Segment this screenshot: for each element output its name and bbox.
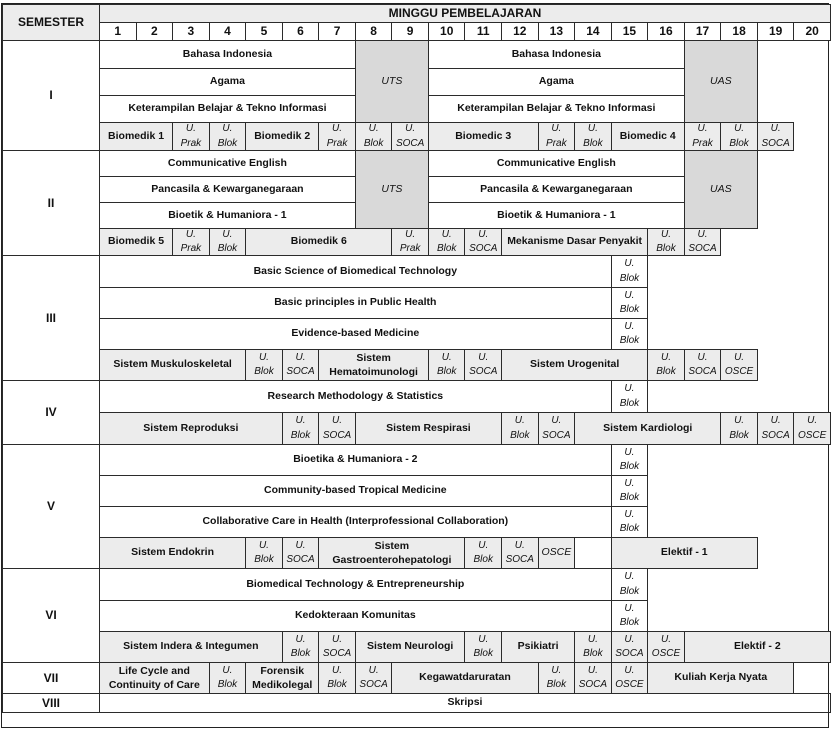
cell-line: SOCA (322, 648, 352, 659)
semester-header: SEMESTER (2, 4, 100, 41)
exam-block (245, 537, 283, 569)
course-block: Sistem Neurologi (355, 631, 466, 663)
cell-line: SOCA (395, 137, 425, 149)
cell-line: Blok (217, 243, 238, 254)
course-block: Keterampilan Belajar & Tekno Informasi (428, 95, 685, 123)
exam-block: UTS (355, 150, 429, 229)
week-number: 19 (757, 22, 795, 41)
exam-block (611, 600, 649, 632)
course-block (318, 349, 429, 381)
cell-line: U. (368, 123, 379, 134)
exam-block (647, 228, 685, 256)
cell-line: OSCE (724, 366, 754, 377)
cell-line: Gastroenterohepatologi (332, 554, 452, 566)
course-block (99, 662, 210, 694)
exam-block (355, 662, 393, 694)
cell-line: U. (185, 123, 196, 134)
cell-line: Blok (729, 429, 749, 441)
cell-line: SOCA (761, 137, 790, 149)
exam-block (611, 287, 649, 319)
course-block: Basic principles in Public Health (99, 287, 612, 319)
exam-block (684, 228, 722, 256)
cell-line: Blok (619, 585, 640, 597)
exam-block (611, 444, 649, 476)
exam-block (282, 349, 320, 381)
course-block: Sistem Indera & Integumen (99, 631, 283, 663)
week-number: 5 (245, 22, 283, 41)
exam-block: UAS (684, 150, 758, 229)
exam-block (684, 122, 722, 151)
exam-block (318, 122, 356, 151)
cell-line: Blok (619, 461, 640, 472)
week-number: 1 (99, 22, 137, 41)
exam-block (757, 412, 795, 445)
cell-line: U. (222, 123, 233, 134)
week-number: 2 (136, 22, 174, 41)
cell-line: U. (295, 633, 306, 645)
cell-line: SOCA (505, 554, 534, 565)
cell-line: U. (624, 289, 635, 301)
week-number: 18 (720, 22, 758, 41)
cell-line: Medikolegal (252, 679, 313, 691)
cell-line: U. (624, 571, 635, 582)
cell-line: U. (624, 258, 635, 269)
exam-block: UAS (684, 40, 758, 123)
week-number: 9 (391, 22, 429, 41)
exam-block (574, 631, 612, 663)
semester-label: V (2, 444, 100, 569)
course-block: Communicative English (99, 150, 356, 177)
exam-block (209, 662, 247, 694)
cell-line: U. (624, 664, 635, 676)
course-block: Sistem Endokrin (99, 537, 246, 569)
exam-block (464, 537, 502, 569)
cell-line: SOCA (286, 554, 315, 565)
course-block: Kegawatdaruratan (391, 662, 538, 694)
exam-block (428, 349, 466, 381)
exam-block (209, 122, 247, 151)
course-block: Biomedik 1 (99, 122, 173, 151)
semester-label: II (2, 150, 100, 256)
cell-line: SOCA (761, 429, 790, 441)
cell-line: U. (332, 633, 343, 645)
course-block: Sistem Kardiologi (574, 412, 721, 445)
cell-line: U. (441, 351, 452, 363)
cell-line: U. (770, 123, 781, 134)
cell-line: Forensik (260, 664, 305, 677)
exam-block (611, 475, 649, 507)
exam-block (647, 349, 685, 381)
exam-block (355, 122, 393, 151)
weeks-header: MINGGU PEMBELAJARAN (99, 4, 831, 23)
cell-line: Blok (619, 617, 640, 628)
cell-line: Blok (254, 554, 274, 565)
cell-line: U. (624, 383, 635, 394)
exam-block (720, 122, 758, 151)
cell-line: OSCE (651, 648, 681, 659)
exam-block (282, 631, 320, 663)
cell-line: U. (258, 351, 269, 363)
cell-line: U. (405, 228, 416, 240)
cell-line: Blok (290, 429, 311, 441)
course-block: Bahasa Indonesia (99, 40, 356, 69)
course-block: Bioetik & Humaniora - 1 (428, 202, 685, 229)
cell-line: Prak (180, 137, 202, 149)
cell-line: U. (697, 351, 708, 363)
week-number: 3 (172, 22, 210, 41)
exam-block (172, 228, 210, 256)
week-number: 17 (684, 22, 722, 41)
cell-line: Blok (436, 243, 457, 254)
exam-block (574, 122, 612, 151)
cell-line: U. (332, 415, 343, 426)
exam-block (391, 122, 429, 151)
cell-line: SOCA (542, 429, 571, 441)
cell-line: U. (734, 415, 745, 426)
course-block: Communicative English (428, 150, 685, 177)
exam-block (574, 662, 612, 694)
cell-line: Blok (473, 648, 493, 659)
cell-line: U. (587, 664, 598, 676)
exam-block: UTS (355, 40, 429, 123)
cell-line: U. (478, 228, 489, 240)
semester-label: III (2, 255, 100, 381)
cell-line: SOCA (469, 243, 498, 254)
course-block: Elektif - 1 (611, 537, 758, 569)
cell-line: Hematoimunologi (329, 366, 418, 378)
exam-block (282, 412, 320, 445)
course-block: Biomedic 4 (611, 122, 685, 151)
exam-block (611, 506, 649, 538)
course-block: Sistem Muskuloskeletal (99, 349, 246, 381)
cell-line: U. (441, 228, 452, 240)
week-number: 20 (793, 22, 831, 41)
cell-line: Blok (583, 137, 603, 149)
cell-line: Prak (692, 137, 713, 149)
cell-line: Life Cycle and (118, 664, 190, 677)
cell-line: SOCA (615, 648, 644, 659)
cell-line: SOCA (359, 679, 388, 690)
week-number: 10 (428, 22, 466, 41)
cell-line: U. (551, 415, 562, 426)
cell-line: Blok (656, 366, 676, 377)
semester-label: VII (2, 662, 100, 694)
exam-block (611, 631, 649, 663)
exam-block (245, 349, 283, 381)
week-number: 4 (209, 22, 247, 41)
exam-block (647, 631, 685, 663)
course-block: Biomedical Technology & Entrepreneurship (99, 568, 612, 601)
cell-line: U. (697, 228, 708, 240)
cell-line: Sistem (356, 351, 391, 364)
cell-line: U. (807, 415, 818, 426)
course-block: Kedokteraan Komunitas (99, 600, 612, 632)
cell-line: Blok (619, 335, 640, 346)
cell-line: U. (258, 539, 269, 551)
exam-block (172, 122, 210, 151)
cell-line: Blok (290, 648, 311, 659)
cell-line: Prak (326, 137, 348, 149)
cell-line: Prak (399, 243, 421, 254)
exam-block (757, 122, 795, 151)
cell-line: Sistem (374, 539, 410, 552)
cell-line: Blok (510, 429, 530, 441)
course-block: Biomedic 3 (428, 122, 539, 151)
course-block: Biomedik 6 (245, 228, 392, 256)
course-block: Bahasa Indonesia (428, 40, 685, 69)
exam-block (611, 568, 649, 601)
semester-label: I (2, 40, 100, 151)
exam-block (611, 380, 649, 413)
cell-line: Blok (363, 137, 384, 149)
cell-line: Blok (473, 554, 493, 565)
exam-block (684, 349, 722, 381)
cell-line: Blok (619, 397, 640, 409)
cell-line: Blok (583, 648, 603, 659)
semester-label: VIII (2, 693, 100, 713)
cell-line: U. (478, 351, 489, 363)
cell-line: SOCA (578, 679, 608, 690)
cell-line: U. (624, 477, 635, 489)
cell-line: Prak (546, 137, 567, 149)
course-block: Mekanisme Dasar Penyakit (501, 228, 648, 256)
cell-line: Blok (254, 366, 274, 377)
exam-block (318, 662, 356, 694)
course-block: Keterampilan Belajar & Tekno Informasi (99, 95, 356, 123)
cell-line: U. (368, 664, 379, 676)
cell-line: Blok (729, 137, 749, 149)
week-number: 11 (464, 22, 502, 41)
cell-line: U. (770, 415, 781, 426)
cell-line: U. (295, 351, 306, 363)
exam-block (464, 349, 502, 381)
week-number: 8 (355, 22, 393, 41)
course-block: Evidence-based Medicine (99, 318, 612, 350)
cell-line: U. (697, 123, 708, 134)
cell-line: U. (587, 633, 598, 645)
cell-line: SOCA (322, 429, 352, 441)
cell-line: U. (624, 508, 635, 520)
exam-block (611, 662, 649, 694)
course-block: Pancasila & Kewarganegaraan (428, 176, 685, 203)
cell-line: U. (624, 633, 635, 645)
cell-line: Prak (180, 243, 202, 254)
exam-block (282, 537, 320, 569)
cell-line: U. (222, 228, 233, 240)
exam-block (538, 412, 576, 445)
cell-line: U. (660, 351, 671, 363)
cell-line: U. (551, 664, 562, 676)
cell-line: Blok (217, 137, 238, 149)
cell-line: Blok (619, 523, 640, 534)
exam-block: OSCE (538, 537, 576, 569)
cell-line: Blok (217, 679, 238, 690)
exam-block (318, 631, 356, 663)
course-block: Collaborative Care in Health (Interprofessional Collaboration) (99, 506, 612, 538)
exam-block (793, 412, 831, 445)
exam-block (720, 412, 758, 445)
course-block: Sistem Respirasi (355, 412, 502, 445)
course-block: Bioetik & Humaniora - 1 (99, 202, 356, 229)
cell-line: U. (295, 415, 306, 426)
exam-block (501, 412, 539, 445)
cell-line: U. (332, 123, 343, 134)
course-block: Bioetika & Humaniora - 2 (99, 444, 612, 476)
cell-line: U. (660, 633, 671, 645)
week-number: 12 (501, 22, 539, 41)
course-block: Skripsi (99, 693, 831, 713)
cell-line: SOCA (688, 243, 717, 254)
exam-block (611, 318, 649, 350)
cell-line: U. (478, 539, 489, 551)
cell-line: U. (734, 123, 745, 134)
course-block: Community-based Tropical Medicine (99, 475, 612, 507)
week-number: 14 (574, 22, 612, 41)
exam-block (720, 349, 758, 381)
cell-line: U. (660, 228, 671, 240)
cell-line: Blok (656, 243, 676, 254)
cell-line: U. (551, 123, 562, 134)
cell-line: Blok (436, 366, 457, 377)
cell-line: Blok (546, 679, 567, 690)
week-number: 16 (647, 22, 685, 41)
exam-block (538, 122, 576, 151)
course-block: Agama (99, 68, 356, 96)
course-block: Agama (428, 68, 685, 96)
cell-line: U. (734, 351, 745, 363)
cell-line: OSCE (615, 679, 644, 690)
exam-block (501, 537, 539, 569)
cell-line: U. (624, 602, 635, 614)
cell-line: U. (624, 446, 635, 458)
exam-block (611, 255, 649, 288)
cell-line: OSCE (797, 429, 827, 441)
cell-line: Blok (619, 492, 640, 503)
cell-line: U. (478, 633, 489, 645)
exam-block (464, 228, 502, 256)
exam-block (209, 228, 247, 256)
exam-block (464, 631, 502, 663)
course-block: Biomedik 5 (99, 228, 173, 256)
course-block: Research Methodology & Statistics (99, 380, 612, 413)
week-number: 15 (611, 22, 649, 41)
cell-line: Continuity of Care (108, 679, 200, 691)
exam-block (391, 228, 429, 256)
week-number: 7 (318, 22, 356, 41)
cell-line: U. (222, 664, 233, 676)
cell-line: Blok (619, 272, 640, 284)
curriculum-schedule-table (1, 3, 829, 728)
cell-line: U. (332, 664, 343, 676)
course-block: Pancasila & Kewarganegaraan (99, 176, 356, 203)
cell-line: U. (405, 123, 416, 134)
cell-line: Blok (619, 304, 640, 315)
cell-line: U. (295, 539, 306, 551)
cell-line: U. (587, 123, 598, 134)
cell-line: U. (514, 415, 525, 426)
course-block: Kuliah Kerja Nyata (647, 662, 794, 694)
week-number: 6 (282, 22, 320, 41)
course-block: Biomedik 2 (245, 122, 319, 151)
course-block (318, 537, 465, 569)
course-block: Psikiatri (501, 631, 575, 663)
course-block: Basic Science of Biomedical Technology (99, 255, 612, 288)
exam-block (538, 662, 576, 694)
cell-line: Blok (327, 679, 347, 690)
course-block (245, 662, 319, 694)
cell-line: SOCA (286, 366, 315, 377)
week-number: 13 (538, 22, 576, 41)
semester-label: IV (2, 380, 100, 445)
cell-line: U. (514, 539, 525, 551)
cell-line: U. (624, 320, 635, 332)
cell-line: SOCA (469, 366, 498, 377)
exam-block (318, 412, 356, 445)
cell-line: SOCA (688, 366, 717, 377)
course-block: Sistem Reproduksi (99, 412, 283, 445)
course-block: Elektif - 2 (684, 631, 831, 663)
cell-line: U. (185, 228, 196, 240)
course-block: Sistem Urogenital (501, 349, 648, 381)
semester-label: VI (2, 568, 100, 663)
exam-block (428, 228, 466, 256)
